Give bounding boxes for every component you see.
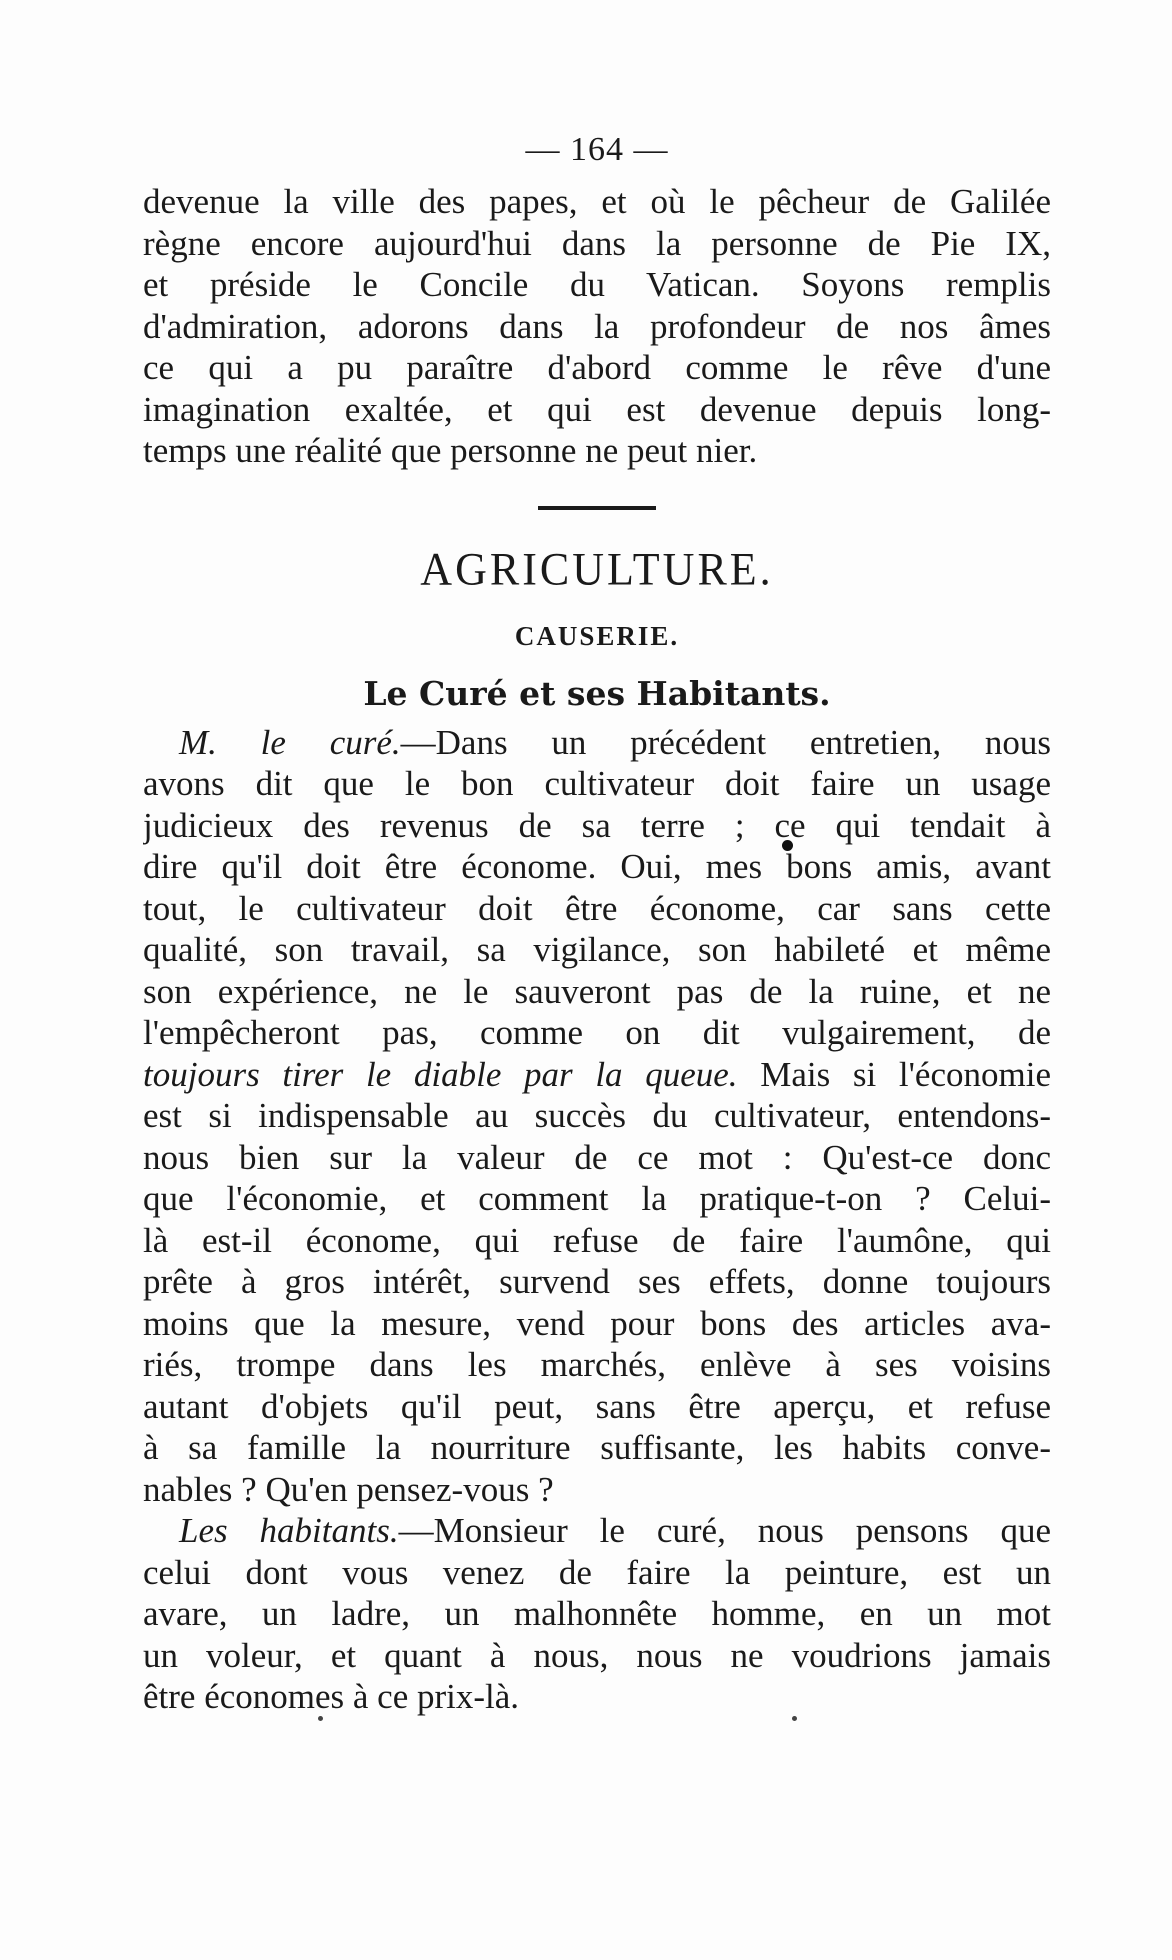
text-line: devenue la ville des papes, et où le pêcheur de Galilée <box>143 182 1051 221</box>
text-line: là est-il économe, qui refuse de faire l'aumône, qui <box>143 1220 1051 1260</box>
text-line <box>143 1054 1051 1096</box>
text-line: être économes à ce prix-là. <box>143 1677 520 1716</box>
text-line: avons dit que le bon cultivateur doit faire un usage <box>143 764 1051 803</box>
text-line: ce qui a pu paraître d'abord comme le rêve d'une <box>143 348 1051 387</box>
text-line: autant d'objets qu'il peut, sans être aperçu, et refuse <box>143 1386 1051 1426</box>
paragraph-continuation <box>143 181 1051 472</box>
dialogue-habitants <box>143 1510 1051 1718</box>
text-line: un voleur, et quant à nous, nous ne voudrions jamais <box>143 1635 1051 1675</box>
text-line: l'empêcheront pas, comme on dit vulgairement, de <box>143 1013 1051 1052</box>
text-line: qualité, son travail, sa vigilance, son habileté et même <box>143 930 1051 969</box>
text-line: et préside le Concile du Vatican. Soyons remplis <box>143 265 1051 304</box>
text-line: est si indispensable au succès du cultivateur, entendons- <box>143 1096 1051 1135</box>
idiom-text: toujours tirer le diable par la queue. <box>143 1054 738 1094</box>
speaker-label: M. le curé. <box>179 722 401 762</box>
text-line: judicieux des revenus de sa terre ; ce qui tendait à <box>143 805 1051 845</box>
text-line: tout, le cultivateur doit être économe, car sans cette <box>143 888 1051 928</box>
text-line: que l'économie, et comment la pratique-t-on ? Celui- <box>143 1179 1051 1218</box>
text-line: d'admiration, adorons dans la profondeur de nos âmes <box>143 306 1051 346</box>
text-span: —Dans un précédent entretien, nous <box>400 722 1051 762</box>
text-line: riés, trompe dans les marchés, enlève à ses voisins <box>143 1345 1051 1384</box>
text-line: temps une réalité que personne ne peut nier. <box>143 431 758 470</box>
text-line: à sa famille la nourriture suffisante, les habits conve- <box>143 1428 1051 1467</box>
text-line: avare, un ladre, un malhonnête homme, en un mot <box>143 1594 1051 1633</box>
text-line: dire qu'il doit être économe. Oui, mes bons amis, avant <box>143 847 1051 886</box>
article-heading: Le Curé et ses Habitants. <box>363 673 831 713</box>
text-line <box>143 1510 1051 1552</box>
text-line: règne encore aujourd'hui dans la personne de Pie IX, <box>143 223 1051 263</box>
section-subtitle: CAUSERIE. <box>514 620 680 651</box>
speaker-label: Les habitants. <box>179 1511 399 1550</box>
text-column <box>143 125 1051 1718</box>
text-span: Mais si l'économie <box>737 1054 1051 1094</box>
text-line: nables ? Qu'en pensez-vous ? <box>143 1469 554 1509</box>
text-span: —Monsieur le curé, nous pensons que <box>398 1511 1051 1550</box>
text-line: prête à gros intérêt, survend ses effets, donne toujours <box>143 1262 1051 1301</box>
dialogue-cure <box>143 722 1051 1511</box>
text-line: imagination exaltée, et qui est devenue depuis long- <box>143 389 1051 429</box>
text-line: nous bien sur la valeur de ce mot : Qu'est-ce donc <box>143 1137 1051 1177</box>
text-line: celui dont vous venez de faire la peinture, est un <box>143 1552 1051 1592</box>
section-title: AGRICULTURE. <box>420 543 774 595</box>
text-line <box>143 722 1051 764</box>
text-line: son expérience, ne le sauveront pas de la ruine, et ne <box>143 971 1051 1011</box>
page-number: — 164 — <box>525 131 669 168</box>
section-divider <box>538 506 656 510</box>
text-line: moins que la mesure, vend pour bons des articles ava- <box>143 1303 1051 1343</box>
